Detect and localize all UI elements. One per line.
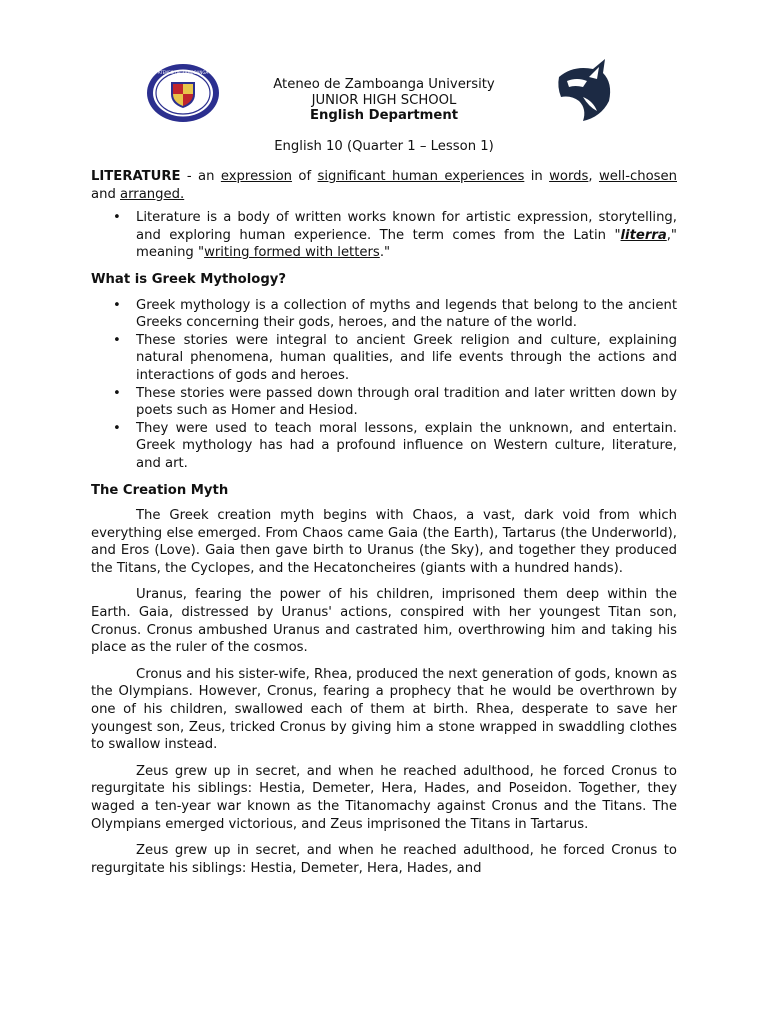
text-run: - an <box>180 169 221 184</box>
school-name: JUNIOR HIGH SCHOOL <box>311 92 457 108</box>
creation-paragraph: The Greek creation myth begins with Chaos, a vast, dark void from which everything else emerged. From Chaos came Gaia (the Earth), Tartarus (the Underworld), and Eros (Love). Gaia then gave birth to Uranus (the Sky), and together they produced the Titans, the Cyclopes, and the Hecatoncheires (giants with a hundred hands). <box>91 508 677 576</box>
underlined-word: well-chosen <box>598 169 677 184</box>
creation-paragraph: Zeus grew up in secret, and when he reached adulthood, he forced Cronus to regurgitate his siblings: Hestia, Demeter, Hera, Hades, and Poseidon. Together, they waged a ten-year war known as the Titanomachy against Cronus and the Titans. The Olympians emerged victorious, and Zeus imprisoned the Titans in Tartarus. <box>91 763 677 832</box>
list-item <box>91 209 677 262</box>
text-run: in <box>524 169 550 184</box>
latin-meaning: writing formed with letters <box>204 245 380 261</box>
list-item: • They were used to teach moral lessons, explain the unknown, and entertain. Greek mythology has had a profound influence on Western culture, literature, and art. <box>91 420 677 473</box>
creation-paragraph: Zeus grew up in secret, and when he reached adulthood, he forced Cronus to regurgitate his siblings: Hestia, Demeter, Hera, Hades, and <box>91 843 677 876</box>
list-item: • These stories were passed down through oral tradition and later written down by poets such as Homer and Hesiod. <box>91 385 677 420</box>
greek-mythology-list <box>91 297 677 473</box>
department-name: English Department <box>309 108 459 123</box>
literature-bullet-list <box>91 209 677 262</box>
text-run: and <box>91 186 121 202</box>
list-item: • These stories were integral to ancient Greek religion and culture, explaining natural phenomena, human qualities, and life events through the actions and interactions of gods and heroes. <box>91 332 677 385</box>
university-name: Ateneo de Zamboanga University <box>273 77 495 92</box>
list-item: • Greek mythology is a collection of myths and legends that belong to the ancient Greeks concerning their gods, heroes, and the nature of the world. <box>91 297 677 332</box>
section-heading-greek-mythology: What is Greek Mythology? <box>91 271 287 287</box>
text-run: ." <box>379 245 391 261</box>
literature-term: LITERATURE <box>91 169 181 184</box>
svg-text:ATENEO DE ZAMBOANGA: ATENEO DE ZAMBOANGA <box>157 70 209 75</box>
text-run: , <box>588 169 599 184</box>
lesson-subtitle: English 10 (Quarter 1 – Lesson 1) <box>274 139 494 154</box>
document-content <box>91 168 677 886</box>
creation-paragraph: Cronus and his sister-wife, Rhea, produced the next generation of gods, known as the Olympians. However, Cronus, fearing a prophecy that he would be overthrown by one of his children, swallowed each of them at birth. Rhea, desperate to save her youngest son, Zeus, tricked Cronus by giving him a stone wrapped in swaddling clothes to swallow instead. <box>91 666 677 753</box>
text-run: ," meaning " <box>136 227 677 261</box>
underlined-word: significant human experiences <box>317 169 525 184</box>
creation-paragraph: Uranus, fearing the power of his children, imprisoned them deep within the Earth. Gaia, distressed by Uranus' actions, conspired with her youngest Titan son, Cronus. Cronus ambushed Uranus and castrated him, overthrowing him and taking his place as the ruler of the cosmos. <box>91 587 677 656</box>
latin-term: literra <box>620 227 667 243</box>
underlined-word: expression <box>220 169 293 184</box>
section-heading-creation-myth: The Creation Myth <box>91 482 229 498</box>
underlined-word: words <box>549 169 589 184</box>
text-run: Literature is a body of written works known for artistic expression, storytelling, and exploring human experience. The term comes from the Latin " <box>136 210 677 243</box>
document-header <box>200 77 568 124</box>
text-run: of <box>292 169 318 184</box>
underlined-word: arranged. <box>120 186 185 202</box>
literature-definition <box>91 168 677 203</box>
